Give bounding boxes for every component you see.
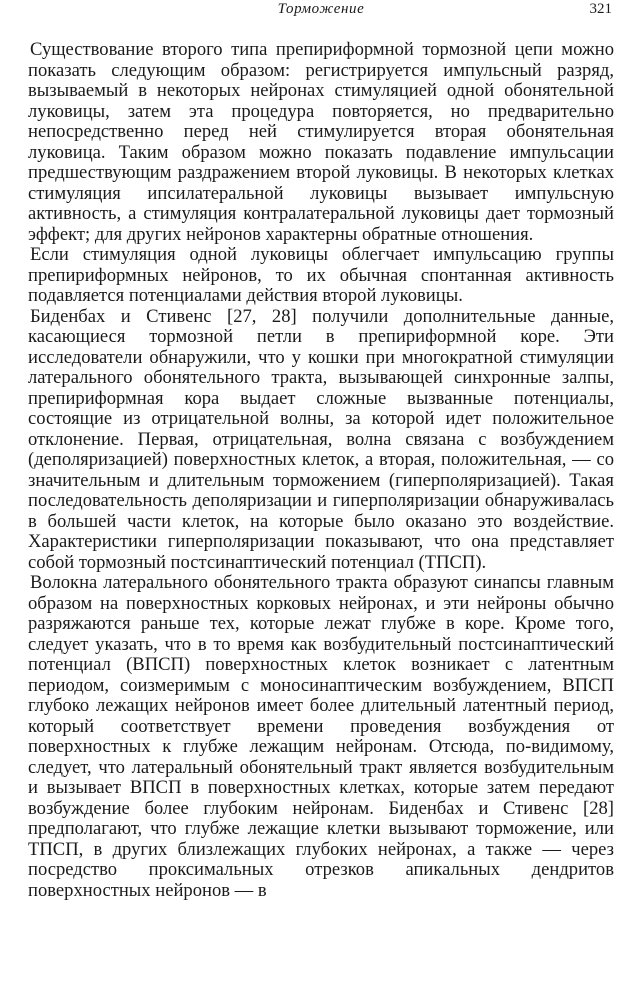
running-head-title: Торможение <box>277 1 365 17</box>
body-text <box>28 40 614 901</box>
page-number: 321 <box>589 1 612 17</box>
paragraph: Существование второго типа препириформной тормозной цепи можно показать следующим образом: регистрируется импульсный разряд, вызываемый в некоторых нейронах стимуляцией одной обонятельной луковицы, затем эта процедура повторяется, но предварительно непосредственно перед ней стимулируется вторая обонятельная луковица. Таким образом можно показать подавление импульсации предшествующим раздражением второй луковицы. В некоторых клетках стимуляция ипсилатеральной луковицы вызывает импульсную активность, а стимуляция контралатеральной луковицы дает тормозный эффект; для других нейронов характерны обратные отношения. <box>28 39 614 245</box>
paragraph: Волокна латерального обонятельного тракта образуют синапсы главным образом на поверхностных корковых нейронах, и эти нейроны обычно разряжаются раньше тех, которые лежат глубже в коре. Кроме того, следует указать, что в то время как возбудительный постсинаптический потенциал (ВПСП) поверхностных клеток возникает с латентным периодом, соизмеримым с моносинаптическим возбуждением, ВПСП глубоко лежащих нейронов имеет более длительный латентный период, который соответствует времени проведения возбуждения от поверхностных к глубже лежащим нейронам. Отсюда, по-видимому, следует, что латеральный обонятельный тракт является возбудительным и вызывает ВПСП в поверхностных клетках, которые затем передают возбуждение более глубоким нейронам. Биденбах и Стивенс [28] предполагают, что глубже лежащие клетки вызывают торможение, или ТПСП, в других близлежащих глубоких нейронах, а также — через посредство проксимальных отрезков апикальных дендритов поверхностных нейронов — в <box>28 572 614 901</box>
paragraph: Если стимуляция одной луковицы облегчает импульсацию группы препириформных нейронов, то их обычная спонтанная активность подавляется потенциалами действия второй луковицы. <box>28 244 614 306</box>
paragraph: Биденбах и Стивенс [27, 28] получили дополнительные данные, касающиеся тормозной петли в препириформной коре. Эти исследователи обнаружили, что у кошки при многократной стимуляции латерального обонятельного тракта, вызывающей синхронные залпы, препириформная кора выдает сложные вызванные потенциалы, состоящие из отрицательной волны, за которой идет положительное отклонение. Первая, отрицательная, волна связана с возбуждением (деполяризацией) поверхностных клеток, а вторая, положительная, — со значительным и длительным торможением (гиперполяризацией). Такая последовательность деполяризации и гиперполяризации обнаруживалась в большей части клеток, на которые было оказано это воздействие. Характеристики гиперполяризации показывают, что она представляет собой тормозный постсинаптический потенциал (ТПСП). <box>28 305 614 573</box>
running-head <box>28 0 614 22</box>
